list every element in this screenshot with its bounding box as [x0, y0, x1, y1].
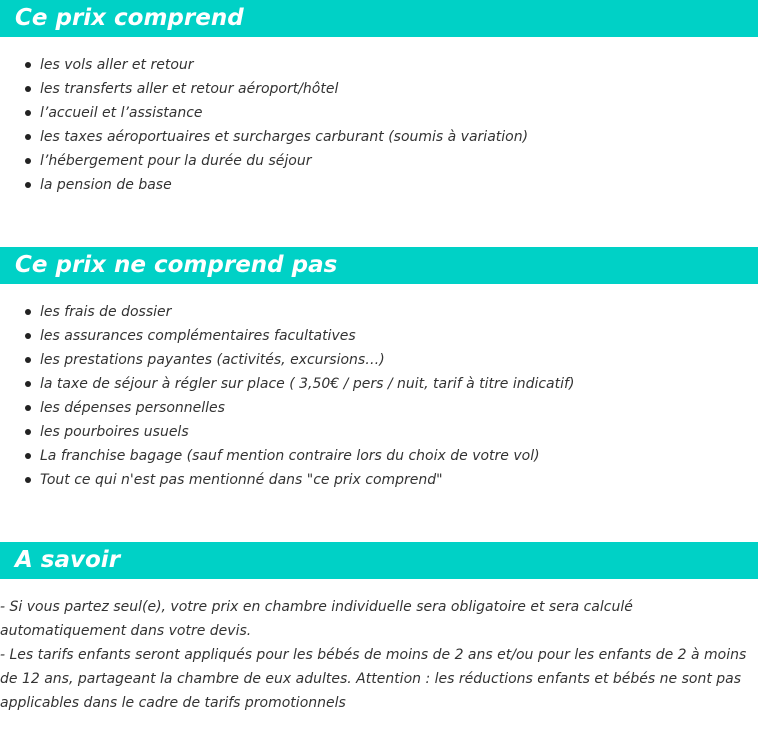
- section-title-not-included: Ce prix ne comprend pas: [15, 252, 338, 278]
- list-item: les dépenses personnelles: [0, 396, 574, 420]
- list-item: les taxes aéroportuaires et surcharges carburant (soumis à variation): [0, 125, 528, 149]
- list-item: La franchise bagage (sauf mention contraire lors du choix de votre vol): [0, 444, 574, 468]
- list-item: les assurances complémentaires facultatives: [0, 324, 574, 348]
- list-item: la taxe de séjour à régler sur place ( 3,50€ / pers / nuit, tarif à titre indicatif): [0, 372, 574, 396]
- bullet-icon: [25, 453, 31, 459]
- list-item: les pourboires usuels: [0, 420, 574, 444]
- section-header-included: [0, 0, 758, 37]
- list-item: les prestations payantes (activités, excursions…): [0, 348, 574, 372]
- note-paragraph: - Les tarifs enfants seront appliqués pour les bébés de moins de 2 ans et/ou pour les enfants de 2 à moins de 12 ans, partageant la chambre de eux adultes. Attention : les réductions enfants et bébés ne sont pas applicables dans le cadre de tarifs promotionnels: [0, 647, 747, 711]
- bullet-icon: [25, 134, 31, 140]
- bullet-icon: [25, 158, 31, 164]
- bullet-icon: [25, 405, 31, 411]
- bullet-icon: [25, 477, 31, 483]
- a-savoir-notes: [0, 595, 758, 715]
- bullet-icon: [25, 429, 31, 435]
- bullet-icon: [25, 62, 31, 68]
- section-header-a-savoir: [0, 542, 758, 579]
- bullet-icon: [25, 110, 31, 116]
- section-title-a-savoir: A savoir: [15, 547, 121, 573]
- list-item: les vols aller et retour: [0, 53, 528, 77]
- list-item: l’hébergement pour la durée du séjour: [0, 149, 528, 173]
- not-included-list: [0, 300, 574, 492]
- note-paragraph: - Si vous partez seul(e), votre prix en chambre individuelle sera obligatoire et sera calculé automatiquement dans votre devis.: [0, 599, 633, 639]
- section-title-included: Ce prix comprend: [15, 5, 244, 31]
- list-item: Tout ce qui n'est pas mentionné dans "ce prix comprend": [0, 468, 574, 492]
- bullet-icon: [25, 381, 31, 387]
- bullet-icon: [25, 333, 31, 339]
- bullet-icon: [25, 309, 31, 315]
- list-item: les frais de dossier: [0, 300, 574, 324]
- list-item: l’accueil et l’assistance: [0, 101, 528, 125]
- bullet-icon: [25, 357, 31, 363]
- bullet-icon: [25, 182, 31, 188]
- included-list: [0, 53, 528, 197]
- section-header-not-included: [0, 247, 758, 284]
- bullet-icon: [25, 86, 31, 92]
- list-item: les transferts aller et retour aéroport/hôtel: [0, 77, 528, 101]
- list-item: la pension de base: [0, 173, 528, 197]
